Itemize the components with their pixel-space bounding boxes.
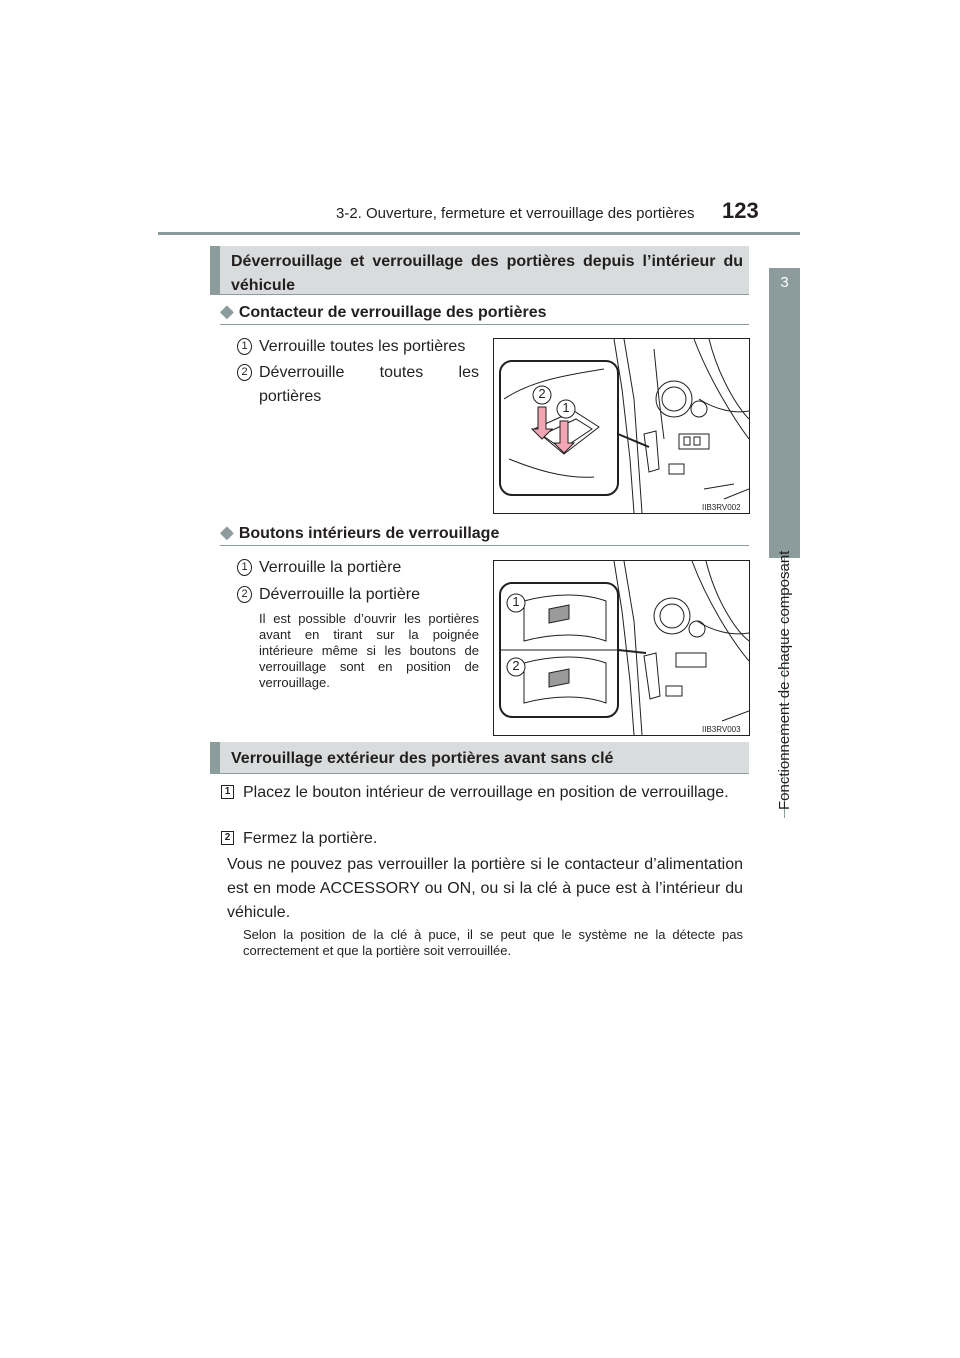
figure-callout: 1 <box>562 400 570 415</box>
figure-door-lock-switch <box>493 338 750 514</box>
step-number-square: 2 <box>221 831 234 845</box>
note-text: Il est possible d’ouvrir les portières avant en tirant sur la poignée intérieure même si les boutons de verrouillage sont en position de verrouillage. <box>259 611 479 690</box>
chapter-tab <box>769 268 800 558</box>
figure-id: IIB3RV003 <box>702 725 741 734</box>
item-number-circle: 2 <box>237 586 252 603</box>
step-number-square: 1 <box>221 785 234 799</box>
header-rule <box>158 232 800 235</box>
item-number-circle: 1 <box>237 338 252 355</box>
subheading-text: Boutons intérieurs de verrouillage <box>238 525 500 542</box>
body-paragraph: Vous ne pouvez pas verrouiller la portière si le contacteur d’alimentation est en mode ACCESSORY ou ON, ou si la clé à puce est à l’intérieur du véhicule. <box>227 856 743 921</box>
step-text: Placez le bouton intérieur de verrouillage en position de verrouillage. <box>243 784 729 801</box>
note-text: Selon la position de la clé à puce, il se peut que le système ne la détecte pas correctement et que la portière soit verrouillée. <box>243 927 743 958</box>
diamond-icon: ◆ <box>220 522 234 542</box>
section-heading-interior-locking <box>210 246 749 295</box>
item-text: Verrouille toutes les portières <box>259 338 466 355</box>
figure-interior-lock-buttons <box>493 560 750 736</box>
page-number: 123 <box>722 198 759 223</box>
step-text: Fermez la portière. <box>243 830 378 847</box>
figure-callout: 2 <box>512 658 520 673</box>
figure-id: IIB3RV002 <box>702 503 741 512</box>
door-lock-switch-illustration <box>494 339 749 513</box>
interior-lock-buttons-illustration <box>494 561 749 735</box>
item-text: Verrouille la portière <box>259 559 402 576</box>
item-text: Déverrouille toutes les portières <box>259 364 479 405</box>
diamond-icon: ◆ <box>220 301 234 321</box>
section-heading-exterior-locking <box>210 742 749 774</box>
item-number-circle: 2 <box>237 364 252 381</box>
section-heading-text: Déverrouillage et verrouillage des portières depuis l’intérieur du véhicule <box>231 253 743 294</box>
subheading-interior-lock-buttons <box>220 522 499 543</box>
running-header-section: 3-2. Ouverture, fermeture et verrouillage des portières <box>336 205 695 222</box>
chapter-number: 3 <box>780 274 789 291</box>
figure-callout: 1 <box>512 594 520 609</box>
subheading-door-lock-switch <box>220 301 547 322</box>
figure-callout: 2 <box>538 386 546 401</box>
subheading-rule <box>220 324 749 325</box>
item-text: Déverrouille la portière <box>259 586 420 603</box>
item-number-circle: 1 <box>237 559 252 576</box>
chapter-title: Fonctionnement de chaque composant <box>776 550 793 810</box>
section-heading-text: Verrouillage extérieur des portières avant sans clé <box>231 750 614 767</box>
subheading-rule <box>220 545 749 546</box>
subheading-text: Contacteur de verrouillage des portières <box>238 304 547 321</box>
